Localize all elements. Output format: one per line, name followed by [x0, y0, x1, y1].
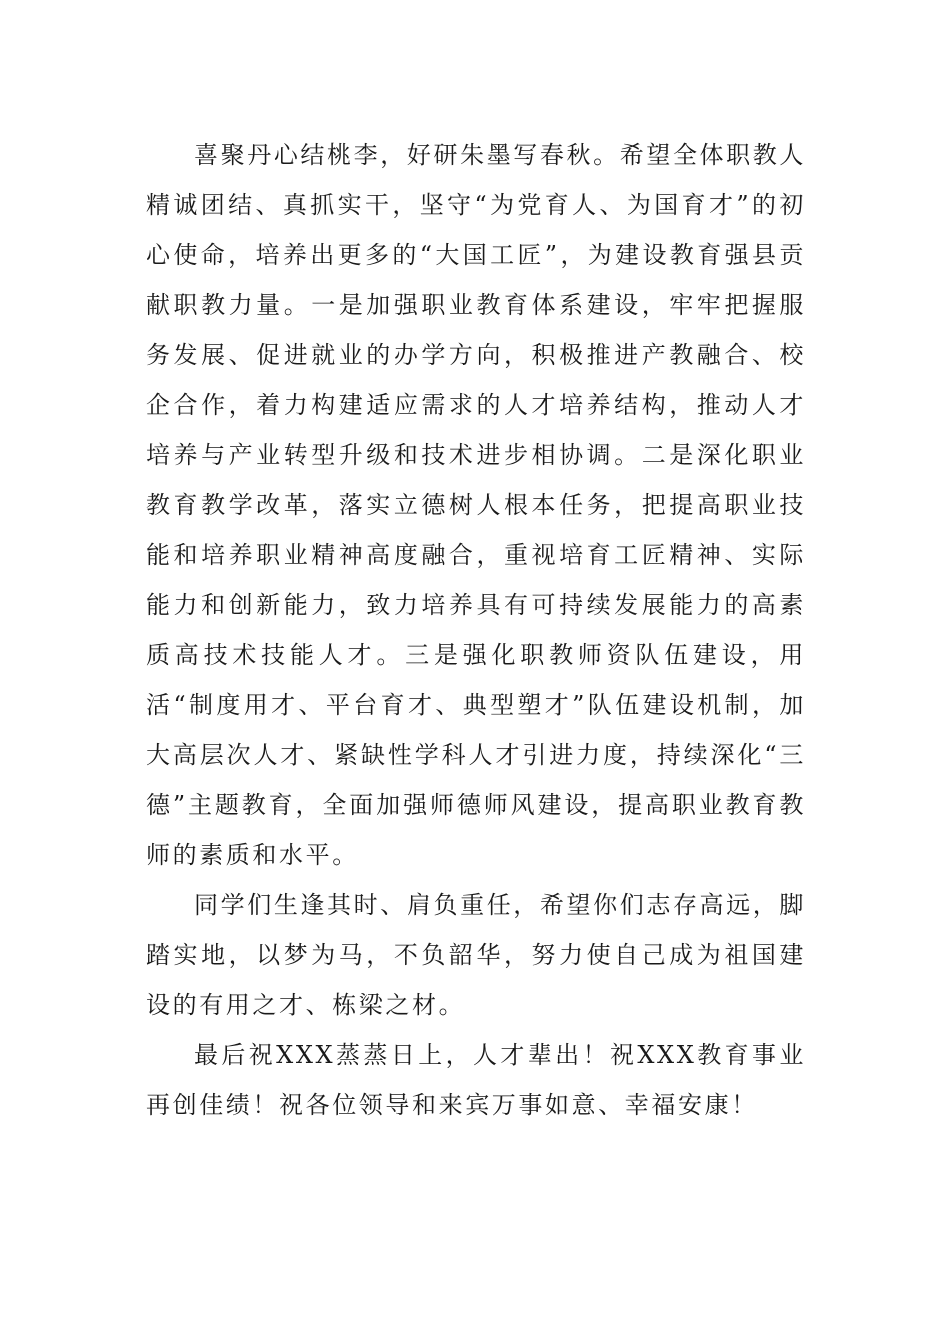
- paragraph-students: 同学们生逢其时、肩负重任，希望你们志存高远，脚踏实地，以梦为马，不负韶华，努力使自己成为祖国建设的有用之才、栋梁之材。: [146, 891, 806, 1019]
- document-body: [146, 130, 806, 1130]
- paragraph-closing-wishes: 最后祝XXX蒸蒸日上，人才辈出！祝XXX教育事业再创佳绩！祝各位领导和来宾万事如意、幸福安康！: [146, 1041, 806, 1119]
- paragraph-vocational-education: 喜聚丹心结桃李，好研朱墨写春秋。希望全体职教人精诚团结、真抓实干，坚守“为党育人、为国育才”的初心使命，培养出更多的“大国工匠”，为建设教育强县贡献职教力量。一是加强职业教育体系建设，牢牢把握服务发展、促进就业的办学方向，积极推进产教融合、校企合作，着力构建适应需求的人才培养结构，推动人才培养与产业转型升级和技术进步相协调。二是深化职业教育教学改革，落实立德树人根本任务，把提高职业技能和培养职业精神高度融合，重视培育工匠精神、实际能力和创新能力，致力培养具有可持续发展能力的高素质高技术技能人才。三是强化职教师资队伍建设，用活“制度用才、平台育才、典型塑才”队伍建设机制，加大高层次人才、紧缺性学科人才引进力度，持续深化“三德”主题教育，全面加强师德师风建设，提高职业教育教师的素质和水平。: [146, 141, 806, 869]
